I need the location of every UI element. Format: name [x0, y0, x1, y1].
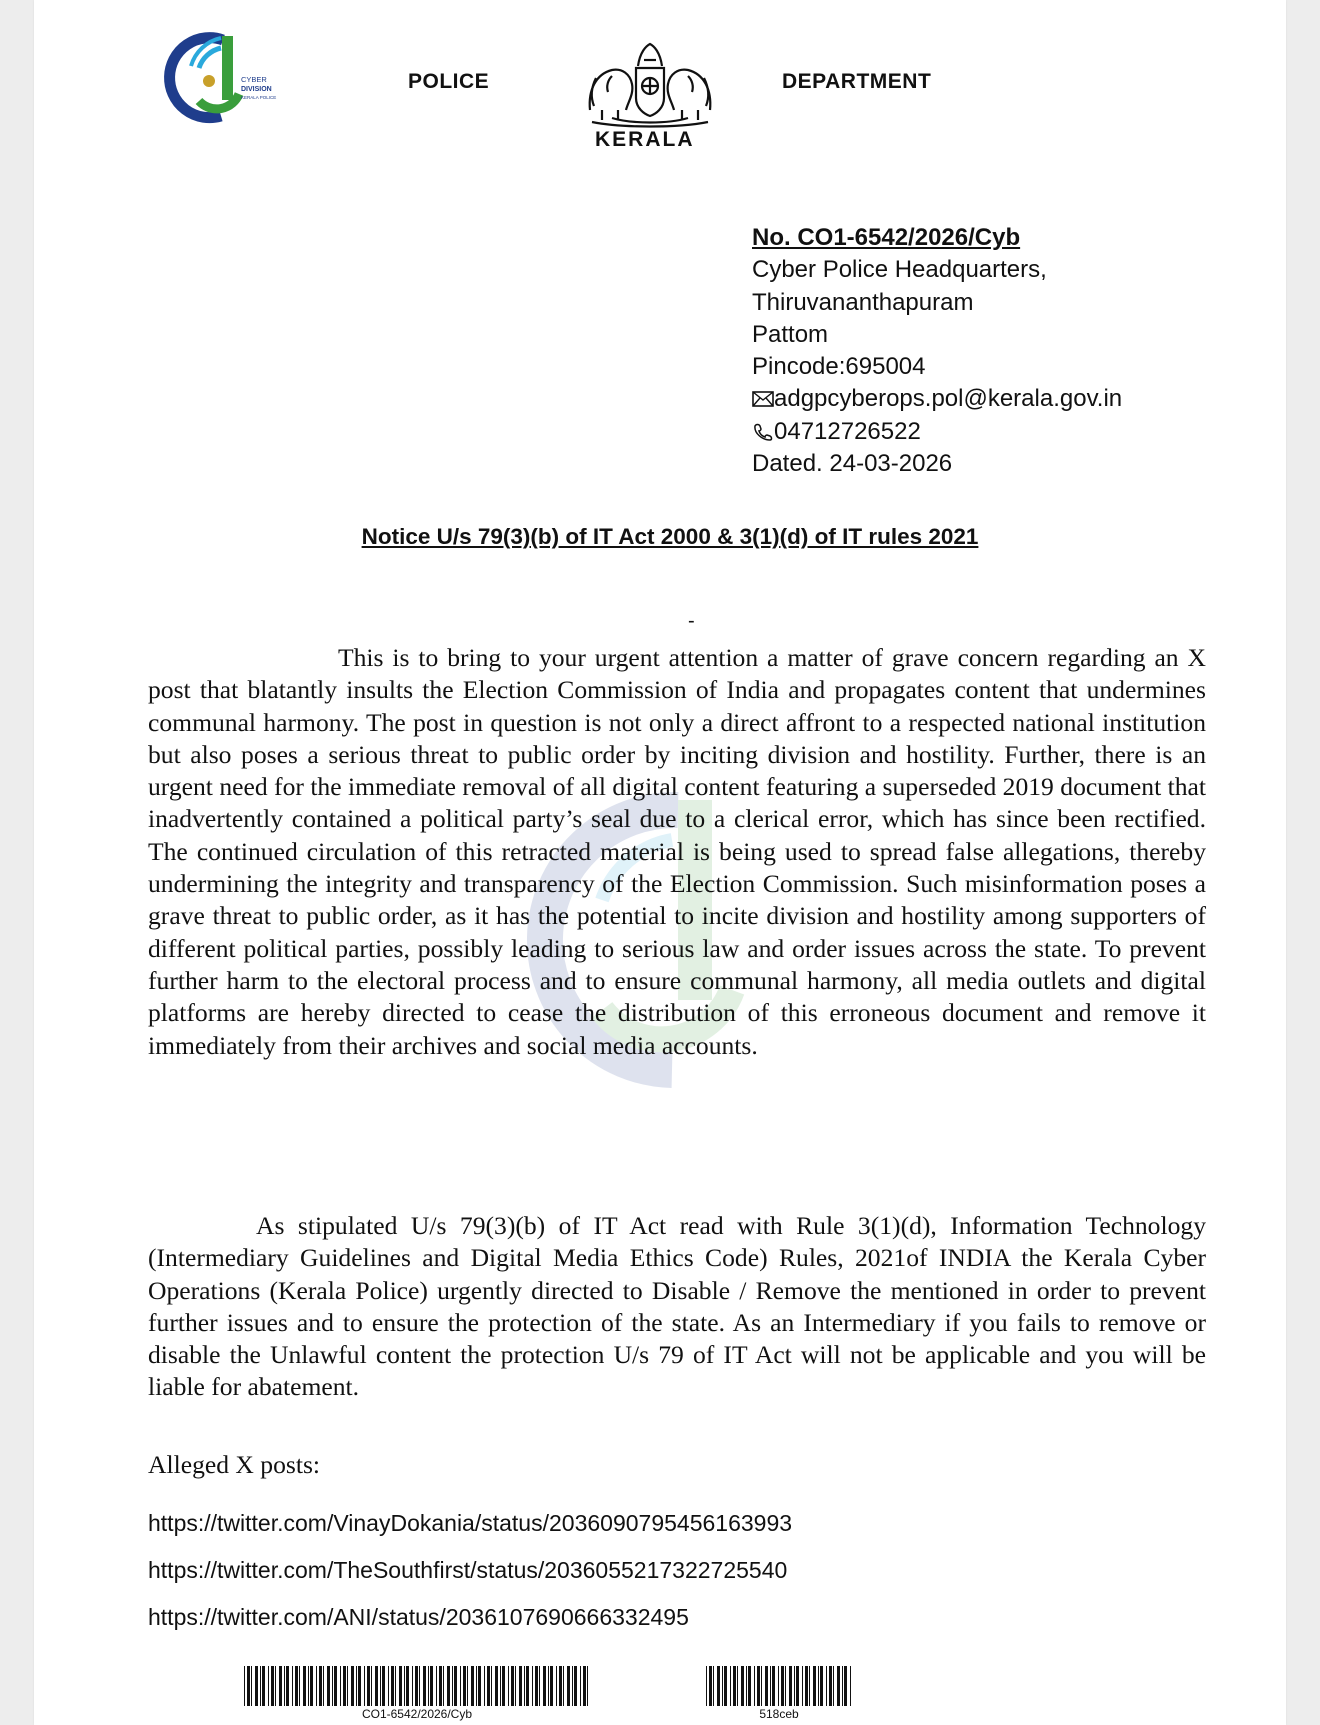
barcode-bar	[343, 1666, 346, 1706]
barcode-bar	[502, 1666, 505, 1706]
barcode-bar	[271, 1666, 274, 1706]
barcode-bar	[395, 1666, 396, 1706]
barcode-bar	[706, 1666, 707, 1706]
barcode-bar	[430, 1666, 433, 1706]
barcode-bar	[837, 1666, 840, 1706]
barcode-bar	[399, 1666, 402, 1706]
phone-line	[752, 416, 1122, 448]
barcode-bar	[303, 1666, 306, 1706]
barcode-bar	[412, 1666, 413, 1706]
email-address: adgpcyberops.pol@kerala.gov.in	[774, 385, 1123, 413]
barcode-bar	[299, 1666, 300, 1706]
barcode-bar	[818, 1666, 819, 1706]
barcode-bar	[428, 1666, 429, 1706]
logo-text-kerala-police: KERALA POLICE	[241, 95, 277, 100]
barcode-bar	[371, 1666, 372, 1706]
address-pincode: Pincode:695004	[752, 353, 926, 381]
barcode-bar	[308, 1666, 309, 1706]
barcode-bar	[772, 1666, 775, 1706]
barcode-bar	[454, 1666, 457, 1706]
barcode-bar	[367, 1666, 370, 1706]
barcode-bar	[844, 1666, 847, 1706]
barcode-bar	[580, 1666, 581, 1706]
barcode-bar	[754, 1666, 755, 1706]
header-police-word: POLICE	[408, 70, 490, 93]
barcode-bar	[478, 1666, 481, 1706]
alleged-post-link-2[interactable]: https://twitter.com/TheSouthfirst/status/2036055217322725540	[148, 1557, 788, 1583]
barcode-bar	[820, 1666, 823, 1706]
barcode-bar	[463, 1666, 466, 1706]
barcode-bar	[563, 1666, 564, 1706]
barcode-bar	[733, 1666, 736, 1706]
barcode-bar	[447, 1666, 450, 1706]
body-paragraph-1: This is to bring to your urgent attention a matter of grave concern regarding an X post that blatantly insults the Election Commission of India and propagates content that undermines communal harmony. The post in question is not only a direct affront to a respected national institution but also poses a serious threat to public order by inciting division and hostility. Further, there is an urgent need for the immediate removal of all digital content featuring a superseded 2019 document that inadvertently contained a political party’s seal due to a clerical error, which has since been rectified. The continued circulation of this retracted material is being used to spread false allegations, thereby undermining the integrity and transparency of the Election Commission. Such misinformation poses a grave threat to public order, as it has the potential to incite division and hostility among supporters of different political parties, possibly leading to serious law and order issues across the state. To prevent further harm to the electoral process and to ensure communal harmony, all media outlets and digital platforms are hereby directed to cease the distribution of this erroneous document and remove it immediately from their archives and social media accounts.	[148, 643, 1206, 1060]
barcode-bar	[785, 1666, 786, 1706]
body-paragraph-2: As stipulated U/s 79(3)(b) of IT Act read with Rule 3(1)(d), Information Technology (Intermediary Guidelines and Digital Media Ethics Code) Rules, 2021of INDIA the Kerala Cyber Operations (Kerala Police) urgently directed to Disable / Remove the mentioned in order to prevent further issues and to ensure the protection of the state. As an Intermediary if you fails to remove or disable the Unlawful content the protection U/s 79 of IT Act will not be applicable and you will be liable for abatement.	[148, 1211, 1206, 1402]
barcode-bar	[347, 1666, 348, 1706]
kerala-state-emblem-icon	[582, 40, 718, 130]
address-line-1: Cyber Police Headquarters,	[752, 256, 1047, 284]
address-line-3: Pattom	[752, 320, 829, 348]
barcode-bar	[382, 1666, 385, 1706]
barcode-bar	[332, 1666, 333, 1706]
barcode-bar	[404, 1666, 405, 1706]
barcode-bar	[247, 1666, 250, 1706]
barcode-bar	[319, 1666, 322, 1706]
barcode-bar	[757, 1666, 760, 1706]
barcode-bar	[532, 1666, 533, 1706]
barcode-bar	[559, 1666, 562, 1706]
alleged-post-link-3[interactable]: https://twitter.com/ANI/status/2036107690666332495	[148, 1604, 689, 1630]
barcode-bar	[794, 1666, 795, 1706]
barcode-bar	[746, 1666, 747, 1706]
barcode-bar	[796, 1666, 799, 1706]
barcode-bar	[255, 1666, 258, 1706]
barcode-bar	[829, 1666, 832, 1706]
barcode-bar	[717, 1666, 720, 1706]
barcode-bar	[802, 1666, 803, 1706]
barcode-bar	[741, 1666, 744, 1706]
barcode-bar	[268, 1666, 269, 1706]
barcode-bar	[340, 1666, 341, 1706]
barcode-bar	[500, 1666, 501, 1706]
barcode-bar	[548, 1666, 549, 1706]
barcode-bar	[327, 1666, 330, 1706]
barcode-bar	[543, 1666, 546, 1706]
barcode-bar	[770, 1666, 771, 1706]
barcode-bar	[467, 1666, 468, 1706]
barcode-bar	[439, 1666, 442, 1706]
barcode-bar	[356, 1666, 357, 1706]
barcode-bar	[375, 1666, 378, 1706]
barcode-bar	[388, 1666, 389, 1706]
barcode-bar	[574, 1666, 577, 1706]
barcode-bar	[833, 1666, 834, 1706]
barcode-bar	[380, 1666, 381, 1706]
reference-barcode	[244, 1666, 590, 1706]
envelope-icon	[752, 390, 774, 408]
barcode-bar	[850, 1666, 851, 1706]
notice-page	[34, 0, 1286, 1725]
header-department-word: DEPARTMENT	[782, 70, 932, 93]
barcode-bar	[279, 1666, 282, 1706]
barcode-bar	[436, 1666, 437, 1706]
barcode-bar	[292, 1666, 293, 1706]
barcode-bar	[286, 1666, 289, 1706]
barcode-bar	[842, 1666, 843, 1706]
barcode-bar	[476, 1666, 477, 1706]
barcode-bar	[778, 1666, 779, 1706]
barcode-bar	[508, 1666, 509, 1706]
barcode-bar	[491, 1666, 492, 1706]
barcode-bar	[471, 1666, 474, 1706]
barcode-bar	[724, 1666, 727, 1706]
barcode-bar	[524, 1666, 525, 1706]
barcode-bar	[406, 1666, 409, 1706]
barcode-bar	[737, 1666, 738, 1706]
logo-text-division: DIVISION	[241, 86, 272, 93]
barcode-bar	[826, 1666, 827, 1706]
verification-barcode	[706, 1666, 852, 1706]
barcode-bar	[275, 1666, 276, 1706]
barcode-bar	[535, 1666, 538, 1706]
barcode-bar	[323, 1666, 324, 1706]
reference-number: No. CO1-6542/2026/Cyb	[752, 224, 1021, 251]
barcode-bar	[572, 1666, 573, 1706]
barcode-bar	[419, 1666, 420, 1706]
alleged-post-link-1[interactable]: https://twitter.com/VinayDokania/status/2036090795456163993	[148, 1510, 793, 1536]
email-line	[752, 383, 1122, 415]
barcode-bar	[789, 1666, 792, 1706]
address-line-2: Thiruvananthapuram	[752, 288, 974, 316]
barcode-bar	[262, 1666, 265, 1706]
barcode-bar	[334, 1666, 337, 1706]
barcode-bar	[460, 1666, 461, 1706]
barcode-bar	[583, 1666, 586, 1706]
barcode-bar	[587, 1666, 588, 1706]
alleged-posts-label: Alleged X posts:	[148, 1450, 321, 1479]
barcode-bar	[813, 1666, 816, 1706]
title-separator: -	[688, 610, 695, 632]
verification-barcode-label: 518ceb	[759, 1707, 799, 1721]
phone-icon	[752, 423, 774, 441]
barcode-bar	[251, 1666, 252, 1706]
barcode-bar	[515, 1666, 516, 1706]
barcode-bar	[809, 1666, 810, 1706]
barcode-bar	[556, 1666, 557, 1706]
barcode-bar	[748, 1666, 751, 1706]
barcode-bar	[487, 1666, 490, 1706]
barcode-bar	[722, 1666, 723, 1706]
barcode-bar	[765, 1666, 768, 1706]
phone-number: 04712726522	[774, 417, 921, 445]
barcode-bar	[526, 1666, 529, 1706]
barcode-bar	[805, 1666, 808, 1706]
barcode-bar	[781, 1666, 784, 1706]
barcode-bar	[358, 1666, 361, 1706]
barcode-bar	[519, 1666, 522, 1706]
address-block	[752, 222, 1122, 480]
barcode-bar	[709, 1666, 712, 1706]
barcode-bar	[443, 1666, 444, 1706]
barcode-bar	[415, 1666, 418, 1706]
barcode-bar	[495, 1666, 498, 1706]
header-kerala-word: KERALA	[595, 128, 695, 151]
barcode-bar	[351, 1666, 354, 1706]
barcode-bar	[761, 1666, 762, 1706]
notice-title: Notice U/s 79(3)(b) of IT Act 2000 & 3(1)(d) of IT rules 2021	[361, 524, 979, 549]
logo-text-cyber: CYBER	[241, 75, 267, 84]
barcode-bar	[391, 1666, 394, 1706]
barcode-bar	[567, 1666, 570, 1706]
barcode-bar	[550, 1666, 553, 1706]
barcode-bar	[713, 1666, 714, 1706]
barcode-bar	[316, 1666, 317, 1706]
barcode-bar	[484, 1666, 485, 1706]
cyber-division-logo-icon	[159, 26, 299, 136]
barcode-bar	[423, 1666, 426, 1706]
barcode-bar	[244, 1666, 245, 1706]
dated-line: Dated. 24-03-2026	[752, 450, 953, 478]
barcode-bar	[364, 1666, 365, 1706]
barcode-bar	[539, 1666, 540, 1706]
barcode-bar	[260, 1666, 261, 1706]
barcode-bar	[310, 1666, 313, 1706]
reference-barcode-label: CO1-6542/2026/Cyb	[361, 1707, 473, 1721]
barcode-bar	[452, 1666, 453, 1706]
barcode-bar	[284, 1666, 285, 1706]
alleged-posts-list	[148, 1500, 792, 1641]
barcode-bar	[511, 1666, 514, 1706]
barcode-bar	[730, 1666, 731, 1706]
barcode-bar	[295, 1666, 298, 1706]
